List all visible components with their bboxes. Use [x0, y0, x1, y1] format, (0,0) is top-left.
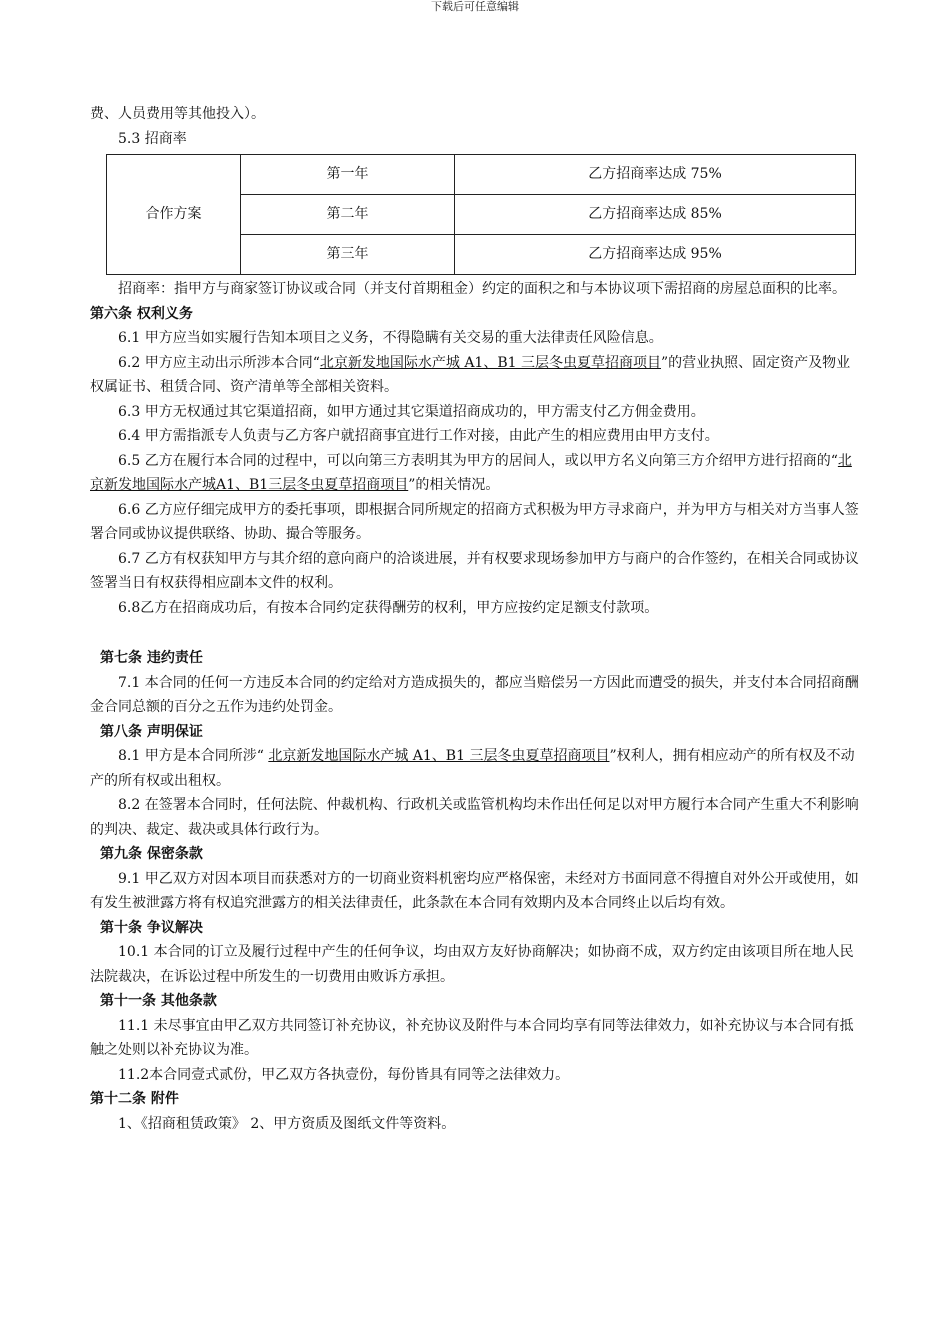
article-11-title: 第十一条 其他条款 [100, 993, 217, 1009]
clause-6-6: 6.6 乙方应仔细完成甲方的委托事项，即根据合同所规定的招商方式积极为甲方寻求商户，并为甲方与相关对方当事人签署合同或协议提供联络、协助、撮合等服务。 [90, 501, 859, 542]
contract-body [90, 102, 860, 1136]
clause-6-2 [90, 351, 860, 400]
year-cell: 第一年 [241, 155, 455, 195]
clause-6-8: 6.8乙方在招商成功后，有按本合同约定获得酬劳的权利，甲方应按约定足额支付款项。 [118, 599, 659, 616]
year-cell: 第二年 [241, 195, 455, 235]
clause-11-2: 11.2本合同壹式贰份，甲乙双方各执壹份，每份皆具有同等之法律效力。 [118, 1066, 570, 1083]
clause-6-7: 6.7 乙方有权获知甲方与其介绍的意向商户的洽谈进展，并有权要求现场参加甲方与商户的合作签约，在相关合同或协议签署当日有权获得相应副本文件的权利。 [90, 550, 859, 591]
recruitment-rate-table [106, 154, 856, 275]
article-12-title: 第十二条 附件 [90, 1091, 179, 1107]
intro-fragment: 费、人员费用等其他投入）。 [90, 106, 265, 122]
article-10-title: 第十条 争议解决 [100, 919, 203, 936]
clause-6-3: 6.3 甲方无权通过其它渠道招商，如甲方通过其它渠道招商成功的，甲方需支付乙方佣金费用。 [118, 403, 705, 420]
clause-text: ”的营业执照、固定资产及物业权属证书、租赁合同、资产清单等全部相关资料。 [90, 354, 851, 395]
article-7-title: 第七条 违约责任 [100, 650, 203, 666]
spacer [90, 620, 860, 646]
clause-text: 6.5 乙方在履行本合同的过程中，可以向第三方表明其为甲方的居间人，或以甲方名义向第三方介绍甲方进行招商的“ [118, 452, 838, 469]
clause-text: 8.1 甲方是本合同所涉“ [118, 748, 269, 764]
section-5-3: 5.3 招商率 [118, 130, 187, 147]
clause-text: ”权利人，拥有相应动产的所有权及不动产的所有权或出租权。 [90, 748, 855, 789]
clause-8-1 [90, 744, 860, 793]
table-row [107, 155, 856, 195]
clause-text: ”的相关情况。 [408, 477, 500, 493]
article-8-title: 第八条 声明保证 [100, 723, 203, 740]
project-name: 北京新发地国际水产城 A1、B1 三层冬虫夏草招商项目 [268, 748, 610, 764]
target-cell: 乙方招商率达成 75% [455, 155, 856, 195]
clause-10-1: 10.1 本合同的订立及履行过程中产生的任何争议，均由双方友好协商解决；如协商不成，双方约定由该项目所在地人民法院裁决，在诉讼过程中所发生的一切费用由败诉方承担。 [90, 944, 854, 985]
clause-9-1: 9.1 甲乙双方对因本项目而获悉对方的一切商业资料机密均应严格保密，未经对方书面同意不得擅自对外公开或使用，如有发生被泄露方将有权追究泄露方的相关法律责任，此条款在本合同有效期内及本合同终止以后均有效。 [90, 870, 859, 911]
clause-6-5 [90, 449, 860, 498]
year-cell: 第三年 [241, 235, 455, 275]
project-name: 北京新发地国际水产城A1、B1三层冬虫夏草招商项目 [90, 452, 852, 493]
clause-7-1: 7.1 本合同的任何一方违反本合同的约定给对方造成损失的，都应当赔偿另一方因此而遭受的损失，并支付本合同招商酬金合同总额的百分之五作为违约处罚金。 [90, 674, 859, 715]
page-header: 下载后可任意编辑 [431, 0, 519, 13]
table-label-cell: 合作方案 [107, 155, 241, 275]
clause-11-1: 11.1 未尽事宜由甲乙双方共同签订补充协议，补充协议及附件与本合同均享有同等法律效力，如补充协议与本合同有抵触之处则以补充协议为准。 [90, 1017, 854, 1058]
article-9-title: 第九条 保密条款 [100, 846, 203, 862]
article-6-title: 第六条 权利义务 [90, 305, 193, 322]
clause-6-1: 6.1 甲方应当如实履行告知本项目之义务，不得隐瞒有关交易的重大法律责任风险信息。 [118, 330, 663, 346]
clause-8-2: 8.2 在签署本合同时，任何法院、仲裁机构、行政机关或监管机构均未作出任何足以对甲方履行本合同产生重大不利影响的判决、裁定、裁决或具体行政行为。 [90, 797, 859, 838]
clause-12-1: 1、《招商租赁政策》 2、甲方资质及图纸文件等资料。 [118, 1115, 456, 1132]
rate-definition: 招商率：指甲方与商家签订协议或合同（并支付首期租金）约定的面积之和与本协议项下需招商的房屋总面积的比率。 [118, 281, 846, 297]
target-cell: 乙方招商率达成 95% [455, 235, 856, 275]
project-name: 北京新发地国际水产城 A1、B1 三层冬虫夏草招商项目 [319, 354, 661, 371]
clause-text: 6.2 甲方应主动出示所涉本合同“ [118, 354, 320, 371]
target-cell: 乙方招商率达成 85% [455, 195, 856, 235]
clause-6-4: 6.4 甲方需指派专人负责与乙方客户就招商事宜进行工作对接，由此产生的相应费用由甲方支付。 [118, 428, 719, 444]
